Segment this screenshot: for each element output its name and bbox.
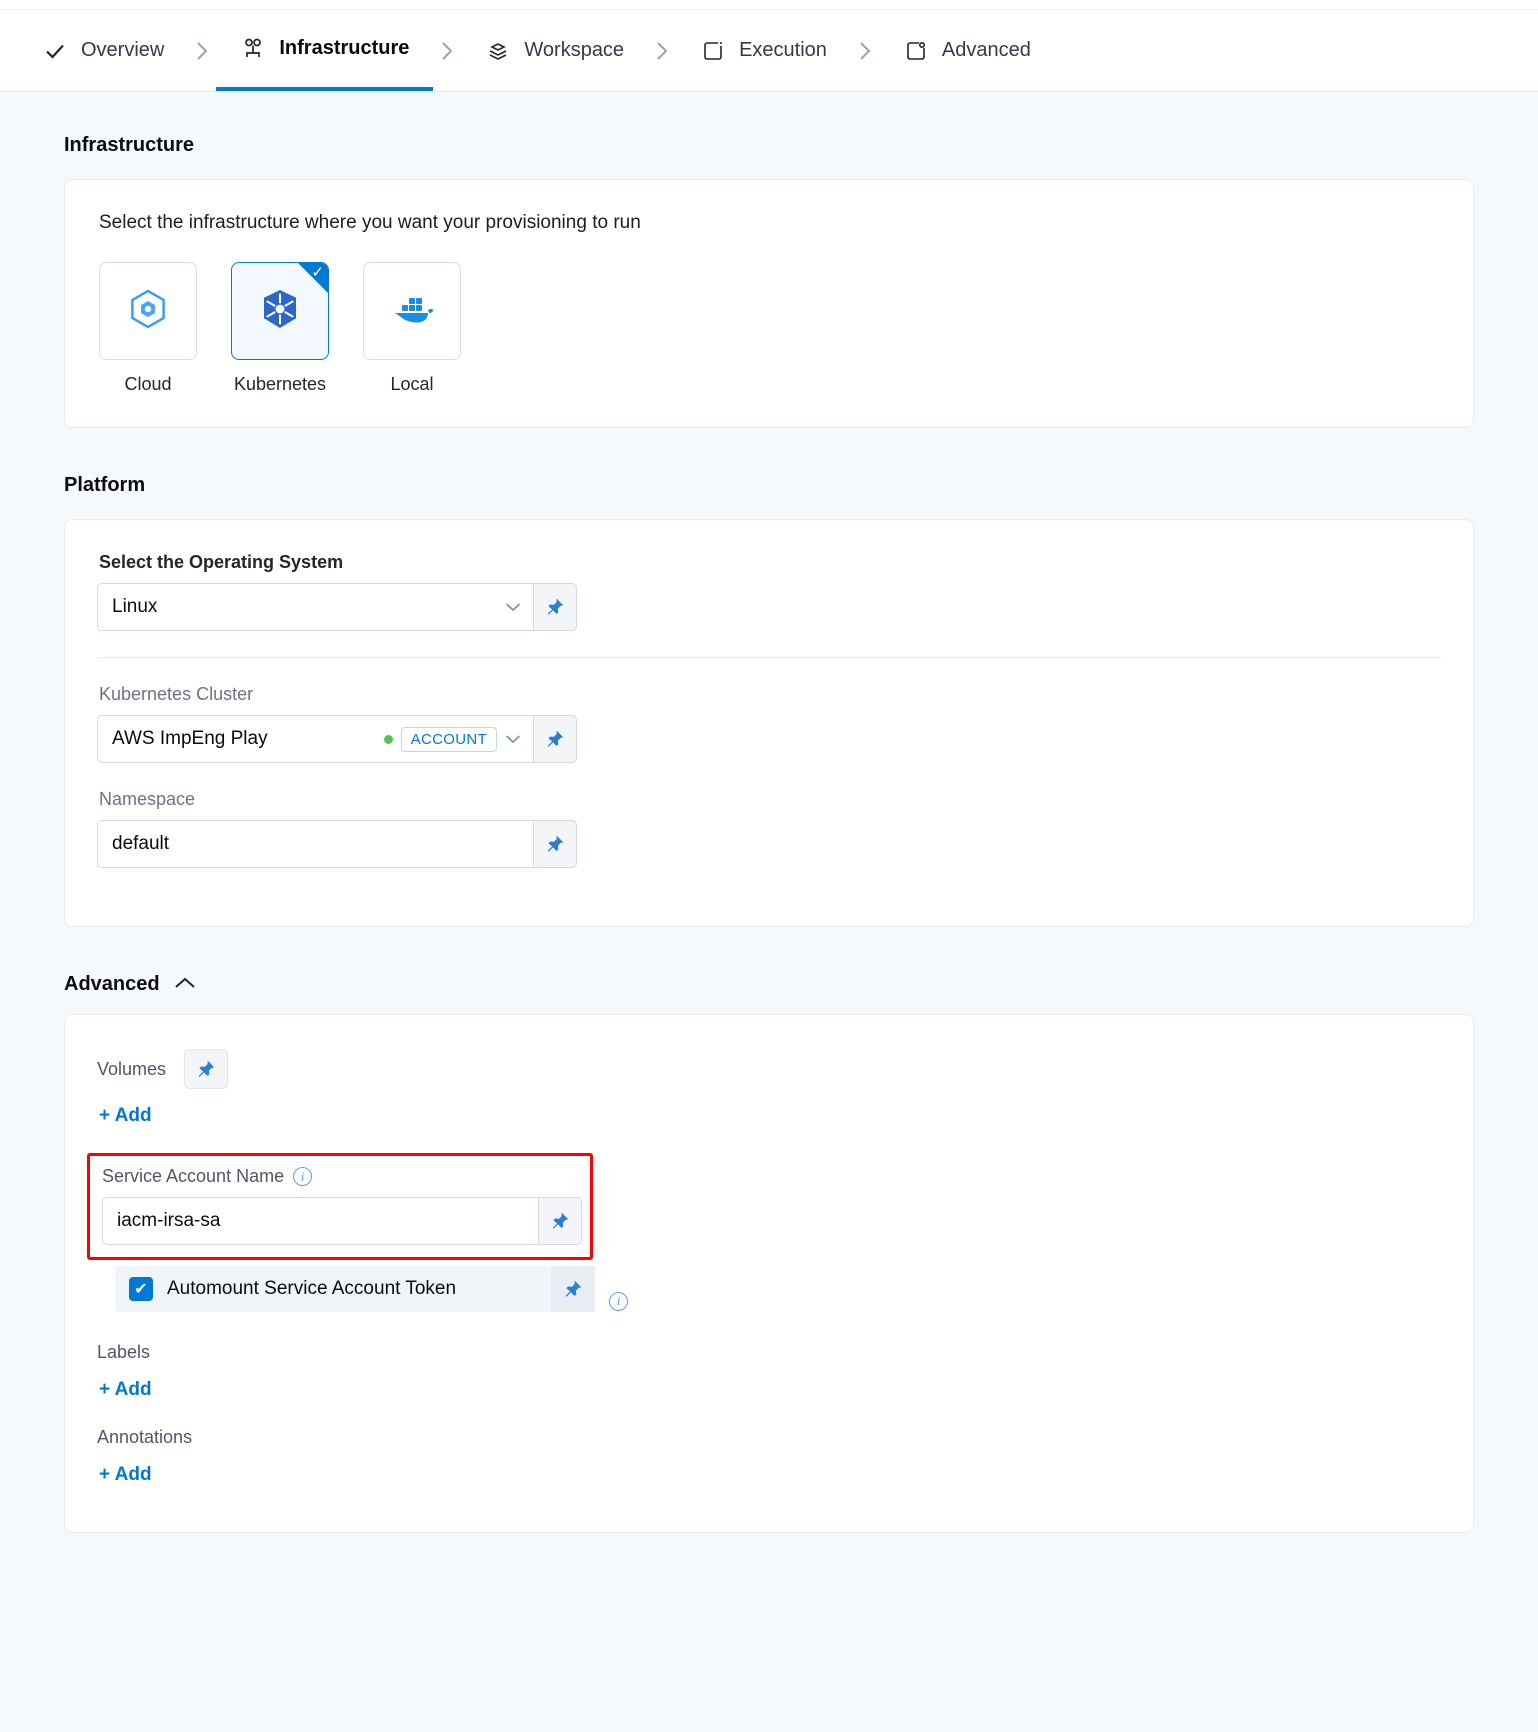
chevron-up-icon[interactable] — [174, 974, 196, 995]
advanced-card — [64, 1014, 1474, 1533]
annotations-add-button[interactable]: + Add — [99, 1464, 152, 1485]
automount-row — [97, 1260, 1441, 1342]
infrastructure-card — [64, 179, 1474, 428]
platform-card — [64, 519, 1474, 927]
docker-whale-icon — [388, 289, 436, 334]
namespace-input[interactable] — [97, 820, 533, 868]
service-account-label-row — [102, 1166, 578, 1187]
os-value: Linux — [112, 596, 158, 617]
os-field-row — [97, 583, 577, 631]
selected-check-icon: ✓ — [311, 264, 324, 281]
automount-pin-button[interactable] — [551, 1266, 595, 1312]
infrastructure-page — [0, 92, 1538, 1732]
platform-divider — [97, 657, 1441, 658]
annotations-label: Annotations — [97, 1427, 193, 1447]
service-account-pin-button[interactable] — [538, 1197, 582, 1245]
infrastructure-option-label: Local — [390, 374, 434, 394]
wizard-step-label: Execution — [739, 39, 827, 61]
wizard-separator — [433, 10, 461, 91]
service-account-value: iacm-irsa-sa — [117, 1210, 221, 1231]
infrastructure-subtitle: Select the infrastructure where you want your provisioning to run — [99, 212, 641, 233]
infrastructure-option-cloud[interactable] — [99, 262, 197, 395]
wizard-step-label: Workspace — [524, 39, 625, 61]
service-account-label: Service Account Name — [102, 1166, 285, 1186]
os-field-label: Select the Operating System — [99, 552, 344, 572]
wizard-step-workspace[interactable] — [461, 10, 648, 91]
infrastructure-section-title: Infrastructure — [64, 134, 195, 156]
platform-section-title: Platform — [64, 474, 146, 496]
check-icon — [42, 38, 68, 64]
workspace-icon — [485, 38, 511, 64]
kubernetes-tile[interactable] — [231, 262, 329, 360]
namespace-pin-button[interactable] — [533, 820, 577, 868]
wizard-step-label: Infrastructure — [279, 37, 410, 59]
execution-icon — [700, 38, 726, 64]
labels-add-button[interactable]: + Add — [99, 1379, 152, 1400]
infrastructure-option-label: Cloud — [124, 374, 172, 394]
namespace-value: default — [112, 833, 170, 854]
chevron-down-icon — [505, 731, 521, 748]
scope-badge: ACCOUNT — [401, 727, 497, 752]
os-pin-button[interactable] — [533, 583, 577, 631]
local-tile[interactable] — [363, 262, 461, 360]
wizard-separator — [648, 10, 676, 91]
infrastructure-icon — [240, 36, 266, 62]
automount-label: Automount Service Account Token — [167, 1278, 457, 1299]
advanced-section-title: Advanced — [64, 973, 160, 995]
volumes-label: Volumes — [97, 1058, 167, 1079]
infrastructure-option-label: Kubernetes — [233, 374, 327, 394]
cluster-field-label: Kubernetes Cluster — [99, 684, 254, 704]
wizard-separator — [188, 10, 216, 91]
service-account-highlight — [87, 1153, 593, 1260]
volumes-row — [97, 1049, 1441, 1089]
service-account-input[interactable] — [102, 1197, 538, 1245]
connection-status-dot — [384, 735, 393, 744]
cluster-select[interactable] — [97, 715, 533, 763]
wizard-step-label: Advanced — [941, 39, 1031, 61]
cloud-hexagon-icon — [126, 287, 170, 336]
volumes-pin-button[interactable] — [184, 1049, 228, 1089]
infrastructure-option-kubernetes[interactable] — [231, 262, 329, 395]
kubernetes-helm-icon — [258, 287, 302, 336]
advanced-section-header[interactable] — [64, 973, 1474, 996]
namespace-field-row — [97, 820, 577, 868]
volumes-add-button[interactable]: + Add — [99, 1105, 152, 1126]
wizard-separator — [851, 10, 879, 91]
labels-label: Labels — [97, 1342, 151, 1362]
advanced-icon — [903, 38, 929, 64]
info-icon[interactable]: i — [293, 1167, 312, 1186]
chevron-down-icon — [505, 599, 521, 616]
wizard-step-label: Overview — [81, 39, 165, 61]
cluster-pin-button[interactable] — [533, 715, 577, 763]
automount-checkbox[interactable]: ✔ — [129, 1277, 153, 1301]
window-top-strip — [0, 0, 1538, 10]
infrastructure-option-local[interactable] — [363, 262, 461, 395]
wizard-step-advanced[interactable] — [879, 10, 1055, 91]
infrastructure-options — [97, 262, 1441, 395]
automount-info-icon[interactable]: i — [609, 1292, 628, 1311]
service-account-field-row — [102, 1197, 582, 1245]
wizard-step-overview[interactable] — [18, 10, 188, 91]
os-select[interactable] — [97, 583, 533, 631]
cloud-tile[interactable] — [99, 262, 197, 360]
automount-checkbox-row[interactable] — [115, 1266, 595, 1312]
wizard-step-execution[interactable] — [676, 10, 851, 91]
cluster-field-row — [97, 715, 577, 763]
cluster-value: AWS ImpEng Play — [112, 728, 268, 749]
namespace-field-label: Namespace — [99, 789, 196, 809]
wizard-step-bar — [0, 10, 1538, 92]
wizard-step-infrastructure[interactable] — [216, 10, 433, 91]
